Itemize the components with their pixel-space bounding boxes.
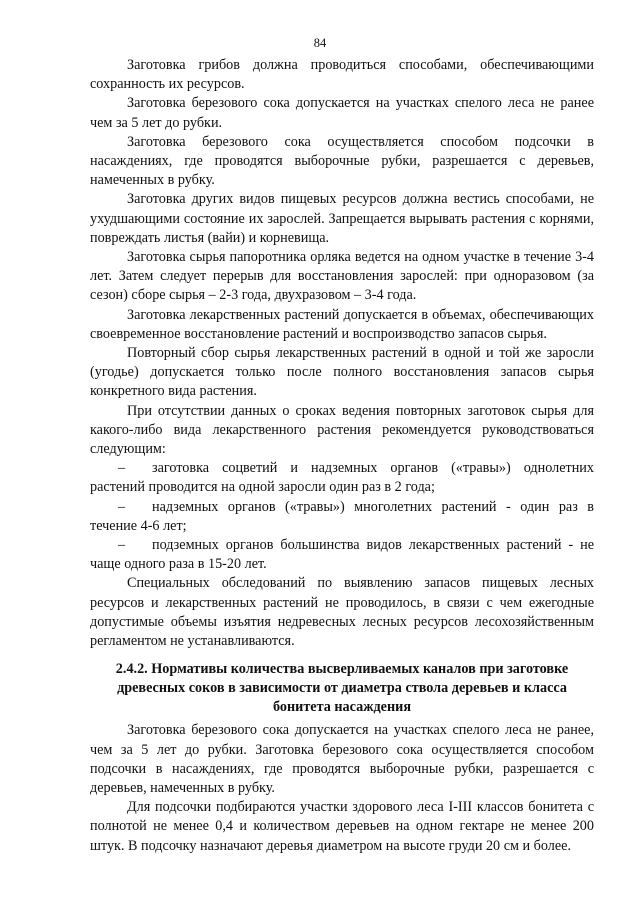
paragraph: Повторный сбор сырья лекарственных растений в одной и той же заросли (угодье) допускается только после полного восстановления запасов сырья конкретного вида растения. [90,345,594,400]
paragraph: Заготовка березового сока осуществляется способом подсочки в насаждениях, где проводятся выборочные рубки, разрешается с деревьев, намеченных в рубку. [90,133,594,189]
dash-bullet: – [118,537,126,554]
paragraph: Заготовка грибов должна проводиться способами, обеспечивающими сохранность их ресурсов. [90,57,594,93]
list-item [90,536,594,574]
dash-bullet: – [118,498,126,515]
list-item-text: заготовка соцветий и надземных органов («травы») однолетних растений проводится на одной заросли один раз в 2 года; [90,460,594,496]
list-item [90,498,594,536]
paragraph: Для подсочки подбираются участки здорового леса I-III классов бонитета с полнотой не менее 0,4 и количеством деревьев на одном гектаре не менее 200 штук. В подсочку назначают деревья диаметром на высоте груди 20 см и более. [90,799,594,854]
list-item-text: надземных органов («травы») многолетних растений - один раз в течение 4-6 лет; [90,498,594,534]
paragraph: Заготовка сырья папоротника орляка ведется на одном участке в течение 3-4 лет. Затем следует перерыв для восстановления зарослей: при одноразовом (за сезон) сборе сырья – 2-3 года, двухразовом – 3-4 года. [90,249,594,304]
list-item [90,459,594,497]
dash-bullet: – [118,460,126,477]
paragraph: Заготовка лекарственных растений допускается в объемах, обеспечивающих своевременное восстановление растений и воспроизводство запасов сырья. [90,306,594,342]
paragraph: Специальных обследований по выявлению запасов пищевых лесных ресурсов и лекарственных растений не проводилось, в связи с чем ежегодные допустимые объемы изъятия недревесных лесных ресурсов лесохозяйственным регламентом не устанавливаются. [90,575,594,650]
document-body [90,56,594,856]
list-item-text: подземных органов большинства видов лекарственных растений - не чаще одного раза в 15-20 лет. [90,537,594,573]
paragraph: Заготовка других видов пищевых ресурсов должна вестись способами, не ухудшающими состояние их зарослей. Запрещается вырывать растения с корнями, повреждать листья (вайи) и корневища. [90,191,594,246]
paragraph: Заготовка березового сока допускается на участках спелого леса не ранее чем за 5 лет до рубки. [90,95,594,131]
paragraph: При отсутствии данных о сроках ведения повторных заготовок сырья для какого-либо вида лекарственного растения рекомендуется руководствоваться следующим: [90,402,594,458]
paragraph: Заготовка березового сока допускается на участках спелого леса не ранее, чем за 5 лет до рубки. Заготовка березового сока осуществляется способом подсочки в насаждениях, где проводятся выборочные рубки, разрешается с деревьев, намеченных в рубку. [90,722,594,796]
page-number: 84 [313,36,327,50]
section-heading: 2.4.2. Нормативы количества высверливаемых каналов при заготовке древесных соков в зависимости от диаметра ствола деревьев и класса бонитета насаждения [115,661,569,716]
